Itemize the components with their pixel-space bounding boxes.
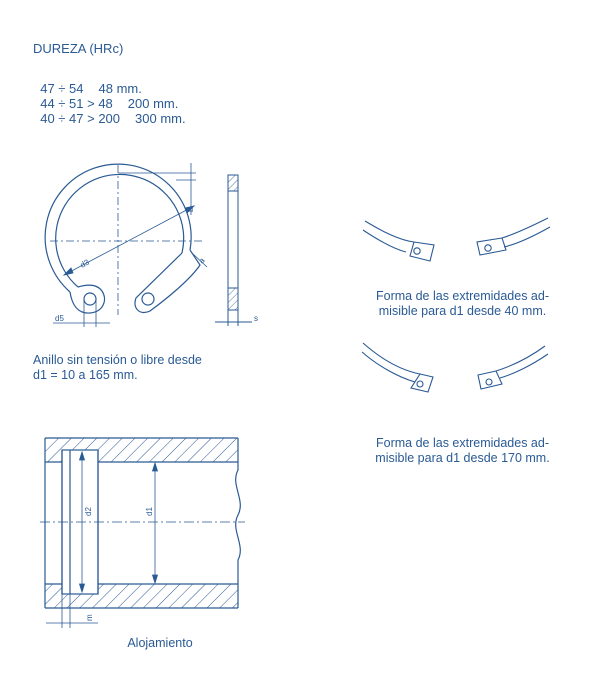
housing-drawing bbox=[40, 438, 245, 628]
ends-40-caption-line: Forma de las extremidades ad- bbox=[376, 289, 549, 303]
circlip-ring bbox=[45, 164, 200, 313]
ends-170-caption bbox=[350, 436, 575, 466]
label-d5: d5 bbox=[55, 314, 64, 323]
ring-caption-line: d1 = 10 a 165 mm. bbox=[33, 368, 138, 382]
ring-caption-line: Anillo sin tensión o libre desde bbox=[33, 353, 202, 367]
ends-40-caption-line: misible para d1 desde 40 mm. bbox=[378, 304, 547, 318]
label-s: s bbox=[254, 314, 258, 323]
label-m: m bbox=[85, 614, 94, 621]
ring-ends-40 bbox=[363, 218, 550, 261]
hardness-range: 40 ÷ 47 > 200 bbox=[40, 111, 121, 126]
hardness-range: 44 ÷ 51 > 48 bbox=[40, 96, 113, 111]
ring-ends-170 bbox=[362, 343, 548, 392]
label-a: a bbox=[197, 255, 207, 266]
hardness-size: 300 mm. bbox=[135, 111, 186, 126]
ring-side-view bbox=[215, 175, 252, 326]
label-b: b bbox=[186, 207, 195, 212]
hardness-size: 48 mm. bbox=[98, 81, 142, 96]
ends-170-caption-line: misible para d1 desde 170 mm. bbox=[375, 451, 550, 465]
label-d1: d1 bbox=[145, 507, 154, 516]
ring-centerlines bbox=[50, 165, 205, 315]
ends-40-caption bbox=[350, 289, 575, 319]
housing-caption: Alojamiento bbox=[127, 636, 193, 650]
ends-170-caption-line: Forma de las extremidades ad- bbox=[376, 436, 549, 450]
label-d2: d2 bbox=[84, 507, 93, 516]
hardness-size: 200 mm. bbox=[127, 96, 179, 111]
hardness-title: DUREZA (HRc) bbox=[33, 41, 124, 56]
hardness-range: 47 ÷ 54 bbox=[40, 81, 84, 96]
label-d3: d3 bbox=[78, 257, 91, 270]
ring-caption bbox=[33, 353, 273, 383]
